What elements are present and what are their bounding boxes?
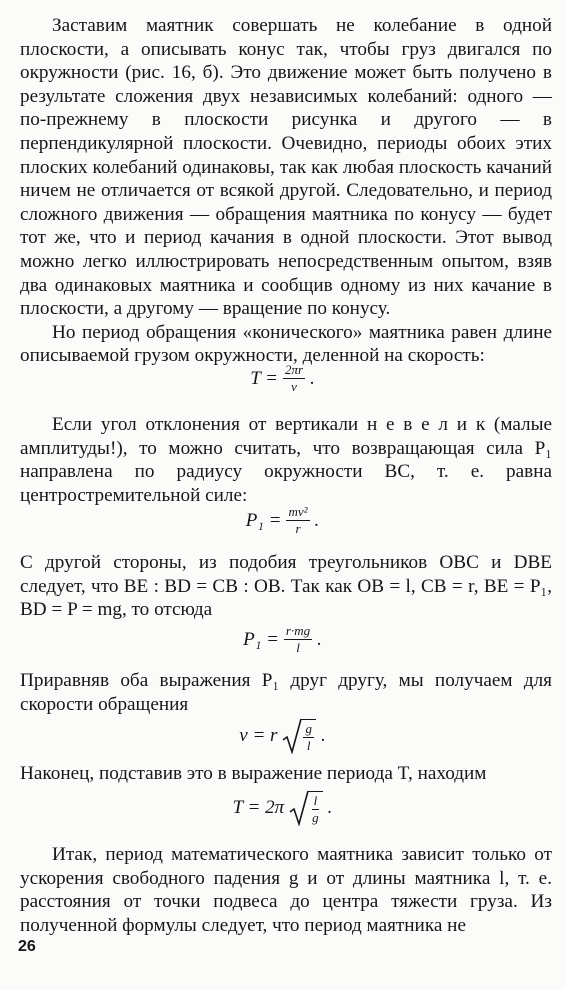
paragraph-cone-pendulum: Заставим маятник совершать не колебание в одной плоскости, а описывать конус так, чтобы груз двигался по окружности (рис. 16, б). Это движение может быть получено в результате сложения двух независимых колебаний: одного — по-прежнему в плоскости рисунка и другого — в перпендикулярной плоскости. Очевидно, периоды обоих этих плоских колебаний одинаковы, так как любая плоскость качаний ничем не отличается от всякой другой. Следовательно, и период сложного движения — обращения маятника по конусу — будет тот же, что и период качания в одной плоскости. Этот вывод можно легко иллюстрировать непосредственным опытом, взяв два одинаковых маятника и сообщив одному из них качание в плоскости, а другому — вращение по конусу. xyxy=(20,15,552,320)
paragraph-small-angle: Если угол отклонения от вертикали н е в е л и к (малые амплитуды!), то можно считать, что возвращающая сила P₁ направлена по радиусу окружности BC, т. е. равна центростремительной силе: xyxy=(20,414,552,506)
fraction-denominator: l xyxy=(306,738,311,753)
text-block-equate xyxy=(20,669,552,716)
paragraph-equate: Приравняв оба выражения P₁ друг другу, мы получаем для скорости обращения xyxy=(20,670,552,715)
fraction-denominator: l xyxy=(296,640,300,655)
formula-lhs: P₁ = xyxy=(245,509,282,531)
text-block-conclusion xyxy=(20,843,552,937)
text-block-substitute xyxy=(20,762,552,786)
text-block-force xyxy=(20,413,552,507)
formula-lhs: T = 2π xyxy=(232,797,285,818)
paragraph-period-definition: Но период обращения «конического» маятника равен длине описываемой грузом окружности, деленной на скорость: xyxy=(20,321,552,367)
formula-end: . xyxy=(314,509,320,531)
paragraph-substitute: Наконец, подставив это в выражение периода T, находим xyxy=(20,763,487,784)
radical-sign-icon xyxy=(289,790,309,826)
fraction-denominator: r xyxy=(295,521,301,536)
text-block-top xyxy=(20,14,552,368)
paragraph-conclusion: Итак, период математического маятника зависит только от ускорения свободного падения g и от длины маятника l, т. е. расстояния от точки подвеса до центра тяжести груза. Из полученной формулы следует, что период маятника не xyxy=(20,844,552,936)
text-block-triangles xyxy=(20,551,552,622)
paragraph-similar-triangles: С другой стороны, из подобия треугольников OBC и DBE следует, что BE : BD = CB : OB. Так как OB = l, CB = r, BE = P₁, BD = P = mg, то отсюда xyxy=(20,552,552,621)
fraction-numerator: mv² xyxy=(288,504,308,519)
formula-force-from-geometry xyxy=(0,624,565,655)
formula-end: . xyxy=(327,797,333,818)
formula-velocity xyxy=(0,718,565,754)
fraction xyxy=(283,363,305,394)
fraction-denominator: g xyxy=(312,810,319,825)
page-number: 26 xyxy=(18,938,36,955)
formula-lhs: P₁ = xyxy=(243,628,279,650)
radical-sign-icon xyxy=(282,718,302,754)
radicand xyxy=(308,791,323,825)
formula-end: . xyxy=(317,628,322,650)
radicand xyxy=(301,719,316,753)
formula-lhs: T = xyxy=(250,367,278,389)
fraction xyxy=(303,722,314,753)
square-root xyxy=(289,790,323,826)
square-root xyxy=(282,718,316,754)
formula-period-circumference xyxy=(0,363,565,394)
formula-lhs: v = r xyxy=(239,725,278,746)
fraction xyxy=(310,794,321,825)
fraction xyxy=(286,505,309,536)
fraction-numerator: g xyxy=(305,721,312,736)
fraction-numerator: r·mg xyxy=(285,623,311,638)
fraction-numerator: l xyxy=(313,793,318,808)
formula-centripetal-force xyxy=(0,505,565,536)
fraction-numerator: 2πr xyxy=(284,362,304,377)
formula-pendulum-period xyxy=(0,790,565,826)
formula-end: . xyxy=(320,725,326,746)
fraction xyxy=(284,624,312,655)
fraction-denominator: v xyxy=(291,379,297,394)
formula-end: . xyxy=(310,367,315,389)
